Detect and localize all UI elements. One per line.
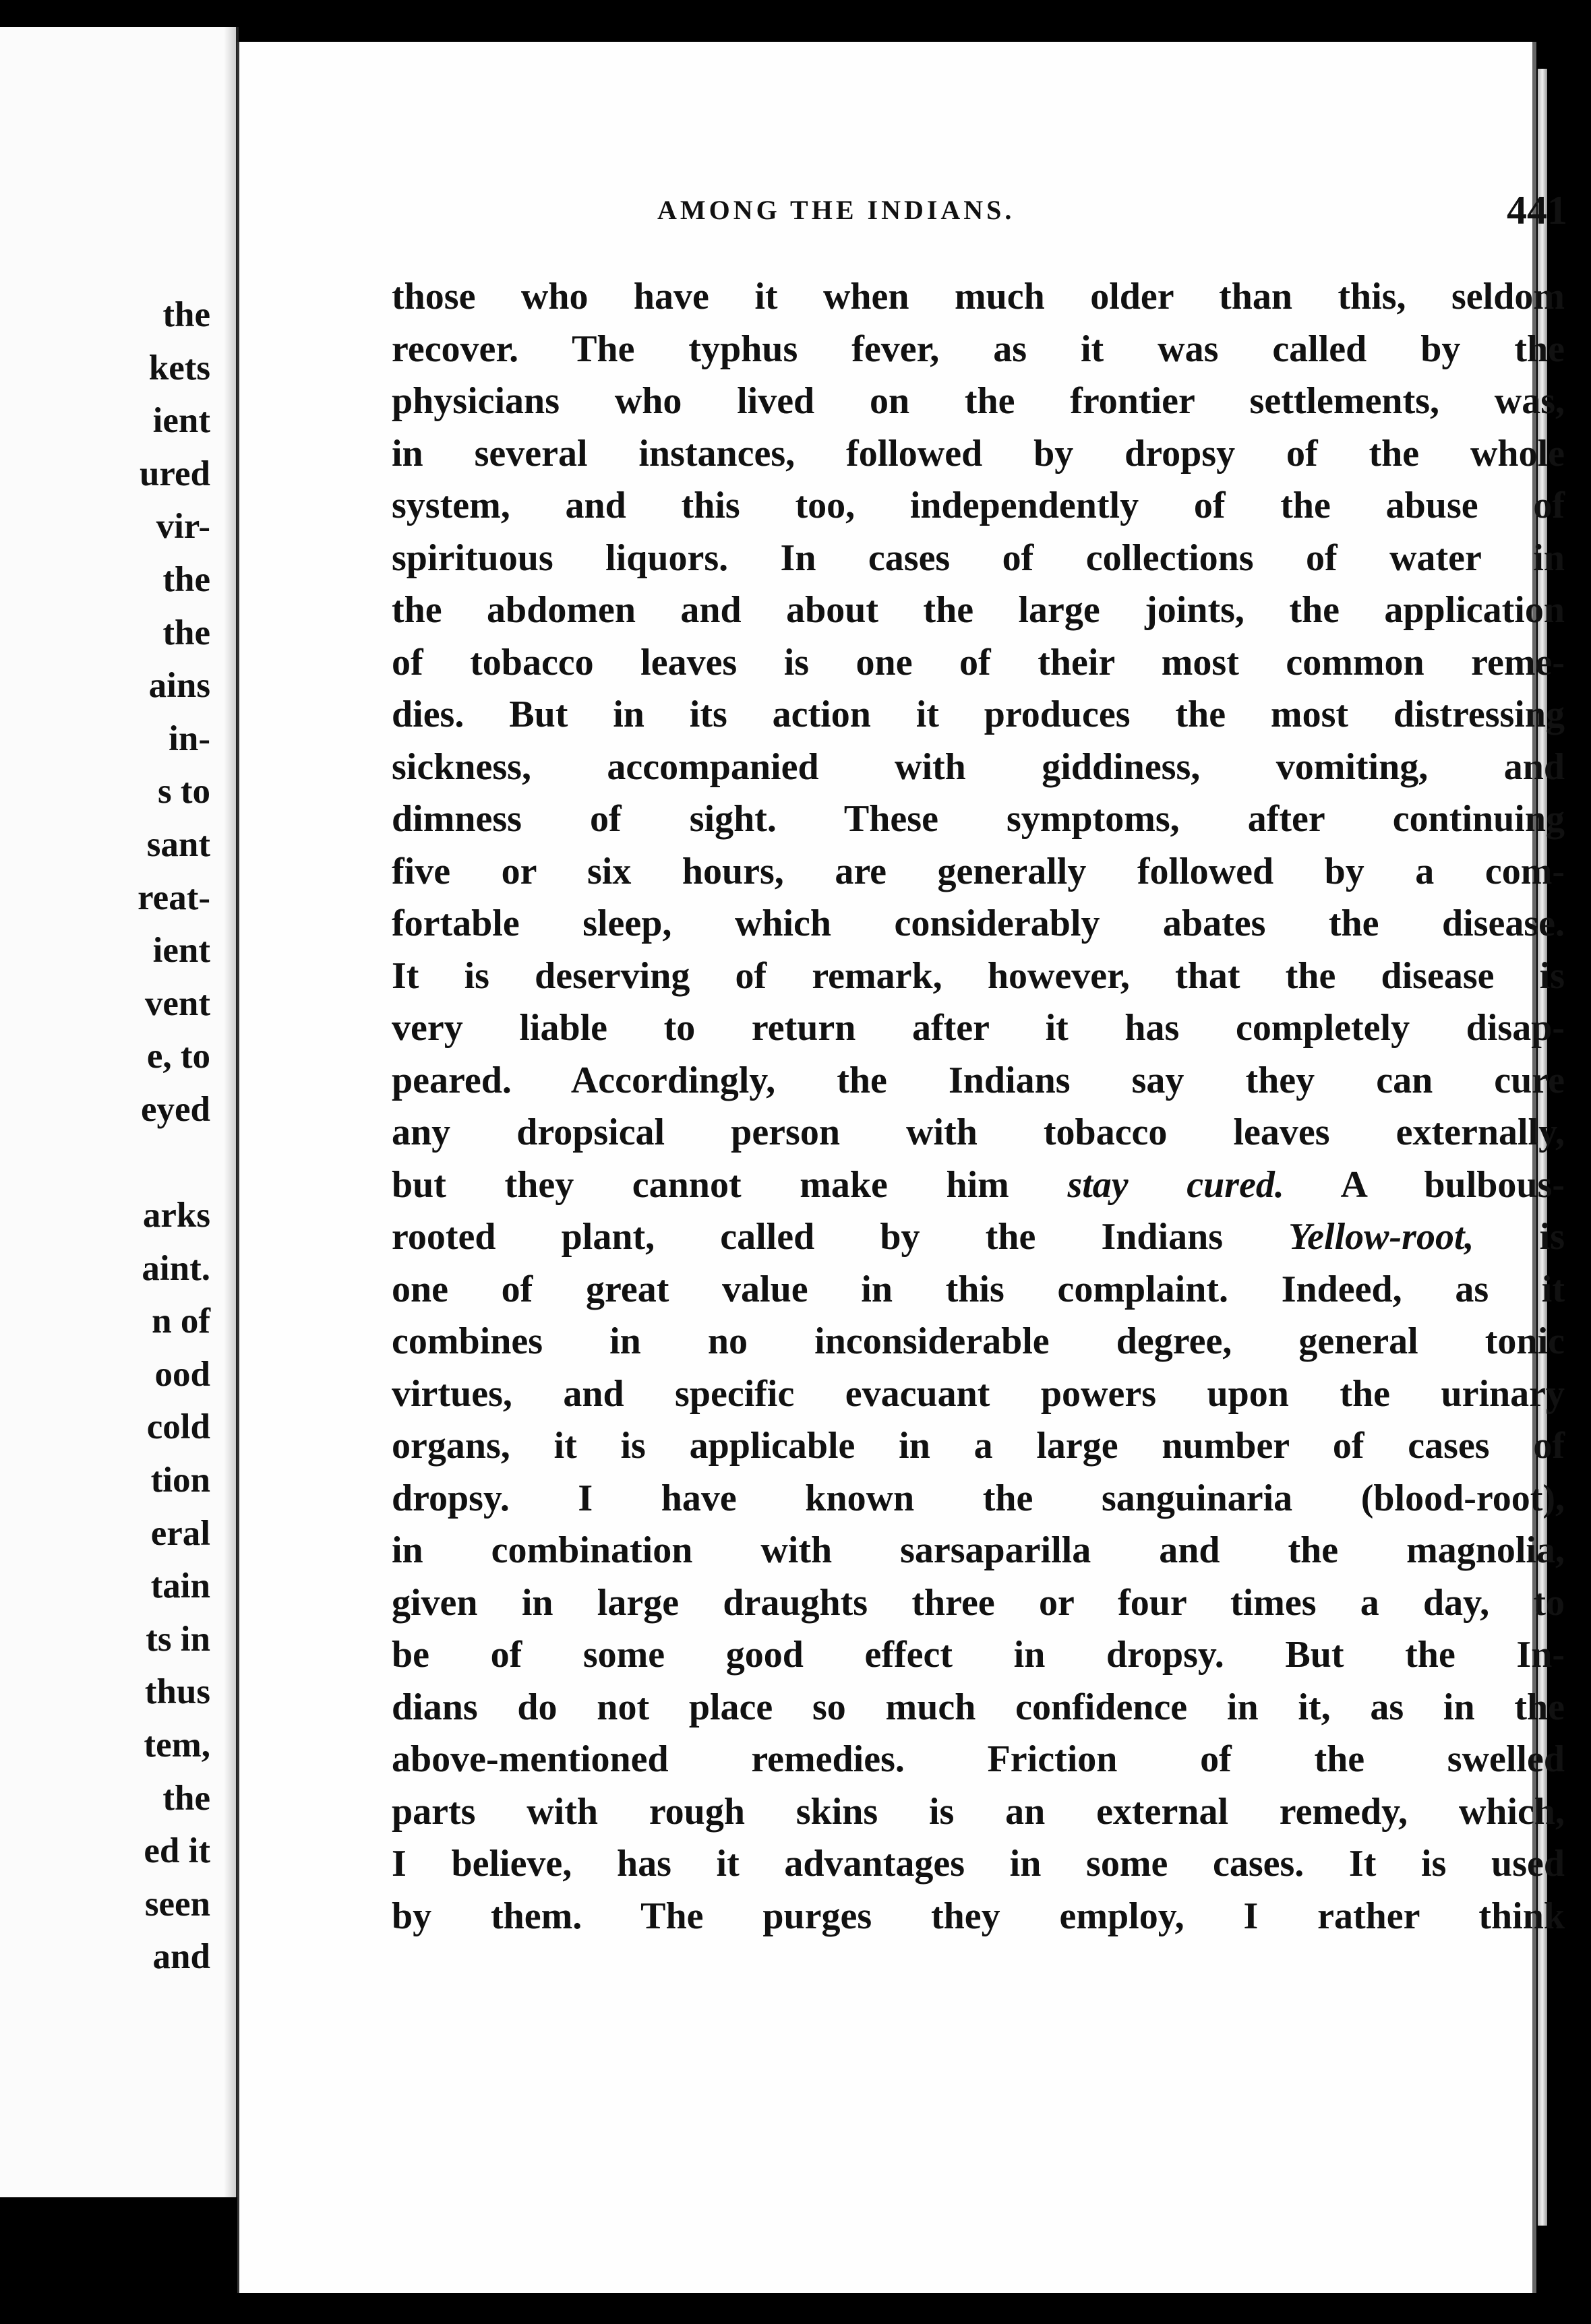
text-line: but they cannot make him stay cured. A bulbous- — [392, 1163, 1565, 1206]
left-line: eral — [150, 1513, 210, 1553]
left-line: ured — [139, 454, 210, 493]
left-line: and — [152, 1937, 210, 1977]
left-line: s to — [157, 772, 210, 812]
text-line: peared. Accordingly, the Indians say they can cure — [392, 1059, 1565, 1101]
italic-phrase: stay cured. — [1067, 1163, 1284, 1206]
left-line: the — [162, 295, 210, 334]
left-line: ains — [148, 666, 210, 706]
left-line: ed it — [144, 1831, 210, 1871]
text-line: above-mentioned remedies. Friction of the swelled — [392, 1738, 1565, 1780]
left-line: the — [162, 1778, 210, 1818]
text-line: one of great value in this complaint. Indeed, as it — [392, 1268, 1565, 1310]
left-line: seen — [144, 1884, 210, 1924]
italic-phrase: Yellow-root, — [1288, 1216, 1474, 1258]
left-line: in- — [169, 718, 210, 758]
running-head — [657, 188, 1567, 248]
left-line: ient — [152, 931, 210, 971]
left-facing-page — [0, 27, 239, 2197]
text-line: virtues, and specific evacuant powers upon the urinary — [392, 1372, 1565, 1415]
left-line: ood — [154, 1354, 210, 1394]
left-line: e, to — [146, 1037, 210, 1076]
right-page — [237, 42, 1567, 2293]
page-number: 441 — [1507, 188, 1567, 233]
text-line: combines in no inconsiderable degree, general tonic — [392, 1320, 1565, 1362]
text-line: dies. But in its action it produces the most distressing — [392, 694, 1565, 735]
text-line: any dropsical person with tobacco leaves externally, — [392, 1111, 1565, 1153]
left-line: tion — [150, 1461, 210, 1500]
text-line: rooted plant, called by the Indians Yellow-root, is — [392, 1216, 1565, 1258]
text-line: in several instances, followed by dropsy of the whole — [392, 432, 1565, 475]
left-line: aint. — [142, 1248, 210, 1288]
left-line: vir- — [156, 507, 210, 547]
gutter-shadow — [224, 27, 236, 2197]
text-line: very liable to return after it has completely disap- — [392, 1007, 1565, 1049]
left-line: ts in — [146, 1619, 210, 1659]
text-line: sickness, accompanied with giddiness, vomiting, and — [392, 745, 1565, 788]
left-line: eyed — [140, 1089, 210, 1129]
text-line: of tobacco leaves is one of their most common reme- — [392, 641, 1565, 683]
text-line: the abdomen and about the large joints, the application — [392, 589, 1565, 631]
text-line: It is deserving of remark, however, that the disease is — [392, 954, 1565, 997]
text-line: I believe, has it advantages in some cases. It is used — [392, 1843, 1565, 1885]
text-line: fortable sleep, which considerably abates the disease. — [392, 903, 1565, 944]
text-line: parts with rough skins is an external remedy, which, — [392, 1790, 1565, 1833]
text-line: physicians who lived on the frontier settlements, was, — [392, 380, 1565, 422]
body-text — [392, 271, 1565, 1943]
left-line: vent — [144, 983, 210, 1023]
left-line: reat- — [138, 878, 210, 917]
left-line: the — [162, 559, 210, 599]
left-line: the — [162, 613, 210, 652]
left-line — [138, 1136, 210, 1190]
text-line: organs, it is applicable in a large number of cases of — [392, 1425, 1565, 1467]
text-line: those who have it when much older than this, seldom — [392, 276, 1565, 317]
text-line: spirituous liquors. In cases of collections of water in — [392, 537, 1565, 579]
left-line: sant — [146, 824, 210, 864]
text-line: dians do not place so much confidence in it, as in the — [392, 1686, 1565, 1728]
text-line: given in large draughts three or four times a day, to — [392, 1581, 1565, 1624]
left-line: ient — [152, 401, 210, 441]
left-line: kets — [148, 348, 210, 388]
text-line: by them. The purges they employ, I rather think — [392, 1895, 1565, 1937]
text-line: be of some good effect in dropsy. But the In- — [392, 1634, 1565, 1676]
text-line: recover. The typhus fever, as it was called by the — [392, 328, 1565, 370]
left-line: n of — [152, 1302, 210, 1341]
text-line: dimness of sight. These symptoms, after continuing — [392, 798, 1565, 840]
text-line: system, and this too, independently of the abuse of — [392, 485, 1565, 526]
text-line: dropsy. I have known the sanguinaria (blood-root), — [392, 1477, 1565, 1519]
left-line: thus — [144, 1672, 210, 1712]
left-line: tain — [150, 1566, 210, 1606]
text-line: in combination with sarsaparilla and the magnolia, — [392, 1529, 1565, 1571]
left-line: tem, — [144, 1725, 210, 1765]
left-line: arks — [142, 1196, 210, 1235]
running-title: AMONG THE INDIANS. — [657, 195, 1015, 225]
left-page-text — [138, 288, 210, 1984]
left-line: cold — [146, 1407, 210, 1447]
text-line: five or six hours, are generally followed by a com- — [392, 850, 1565, 892]
